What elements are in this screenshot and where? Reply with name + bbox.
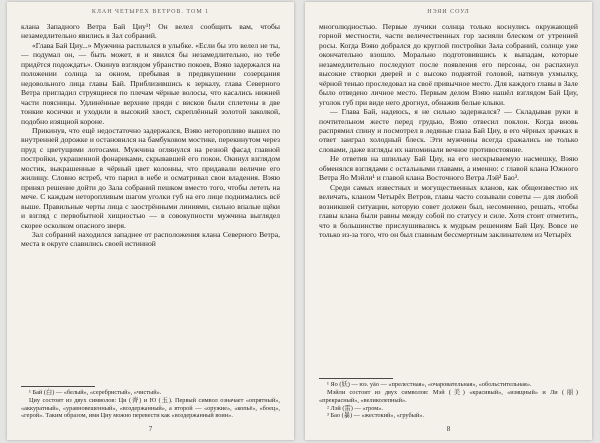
right-page-body bbox=[319, 22, 578, 375]
left-page-body bbox=[21, 22, 280, 383]
footnote: ¹ Бай (白) — «белый», «серебристый», «чистый». bbox=[29, 389, 162, 397]
right-page bbox=[305, 2, 592, 440]
page-spread bbox=[7, 2, 592, 440]
body-paragraph: многолюдностью. Первые лучики солнца только коснулись окружающей горной местности, части величественных гор засияли блеском от утренней росы. Когда Вэяю добрался до круглой постройки Зала собраний, солнце уже окончательно взошло. Морально подготовившись к выпадам, которые незамедлительно последуют после появления его персоны, он распахнул высокие створки дверей и с высоко поднятой головой, натянув ухмылку, чёрной тенью проследовал на своё привычное место. Для каждого главы в Зале было отведено личное место. Первым делом Вэяю нашёл взглядом Бай Циу, уголок губ при виде него дрогнул, обнажив белые клыки. bbox=[319, 22, 578, 107]
body-paragraph: «Глава Бай Циу...» Мужчина расплылся в улыбке. «Если бы это велел не ты, — подумал он, — быть может, я и явился бы незамедлительно, но тебе придётся подождать». Окинув взглядом убранство покоев, Вэяю задержался на положении солнца за окном, пребывая в предвкушении созерцания недовольного лица главы Бай. Приблизившись к зеркалу, глава Северного Ветра пригладил струящиеся по плечам чёрные волосы, что касались нижней части поясницы. Удлинённые верхние пряди с висков были сплетены в две тонкие косички и уходили в высокий хвост, скреплённый золотой заколкой, подобно изящной короне. bbox=[21, 40, 280, 126]
footnote: ² Лэй (雷) — «гром». bbox=[327, 404, 383, 412]
body-paragraph: — Глава Бай, надеюсь, я не сильно задержался? — Складывая руки в почтительном жесте перед грудью, Вэяю отвесил поклон. Когда вновь распрямил спину и посмотрел в ледяные глаза Бай Циу, в его чёрных зрачках в ответ заиграл холодный блеск. Эти мужчины всегда сражались не только словами, даже взгляды их напоминали вечное противостояние. bbox=[319, 107, 578, 154]
footnote: Мэйли состоит из двух символов: Мэй (美) «красивый», «изящный» и Ли (丽) «прекрасный», «великолепный». bbox=[319, 389, 578, 404]
right-page-footnotes bbox=[319, 381, 578, 420]
page-number: 7 bbox=[148, 425, 153, 433]
running-header-title: КЛАН ЧЕТЫРЕХ ВЕТРОВ. ТОМ 1 bbox=[91, 9, 210, 15]
running-header-author: НЭЯИ СОУЛ bbox=[427, 9, 470, 15]
footnote-divider bbox=[21, 386, 95, 387]
left-page-footnotes bbox=[21, 389, 280, 420]
page-number: 8 bbox=[446, 425, 451, 433]
body-paragraph: Зал собраний находился западнее от расположения клана Северного Ветра, места в округе славились своей истинной bbox=[21, 229, 280, 249]
body-paragraph: Прикинув, что ещё недостаточно задержался, Вэяю неторопливо вышел по внутренней дорожке и остановился на бамбуковом мостике, перекинутом через пруд с цветущими лотосами. Мужчина оглянулся на резной фасад главной постройки, украшенной фонариками, скрывавшей его покои. Окинул взглядом мостик, выкрашенные в чёрный цвет колонны, что придавали величие его жилищу. Словно ястреб, что парил в небе и осматривал свои владения. Вэяю принял решение дойти до Зала собраний пешком вместо того, чтобы лететь на мече. С каждым неторопливым шагом уголки губ на его лице поднимались всё выше. Правильные черты лица с заострёнными линиями, сильно впалые щёки и взгляд с первобытной хищностью — в совокупности мужчина выглядел скорее осколком опасного зверя. bbox=[21, 125, 280, 230]
body-paragraph: Среди самых известных и могущественных кланов, как общеизвестно их величать, кланом Четырёх Ветров, главы часто созывали советы — для любой возникшей ситуации, которую совет должен был, несомненно, решать, чтобы главы клана были равны между собой по статусу и силе. Хотя стоит отметить, что в большинстве прислушивались к мудрым решениям Бай Циу. Вовсе не только из-за того, что он был главным бессмертным заклинателем из Четырёх bbox=[319, 182, 578, 239]
footnote-divider bbox=[319, 378, 393, 379]
body-paragraph: клана Западного Ветра Бай Циу¹! Он велел сообщить вам, чтобы незамедлительно явились в Зал собраний. bbox=[21, 22, 280, 41]
footnote: ¹ Яо (妖) — юэ. yāo — «прелестная», «очаровательная», «обольстительная». bbox=[327, 381, 532, 389]
footnote: Циу состоит из двух символов: Ци (齊) и Ю (玉). Первый символ означает «опрятный», «аккуратный», «уравновешенный», «воздержанный», а второй — «оружие», «копьё», «боец», «герой». Таким образом, имя Циу можно перевести как «воздержанный воин». bbox=[21, 396, 280, 420]
body-paragraph: Не ответив на шпильку Бай Циу, на его нескрываемую насмешку, Вэяю обменялся взглядами с остальными главами, а именно: с главой клана Южного Ветра Яо Мэйли¹ и главой клана Восточного Ветра Лэй² Бао³. bbox=[319, 154, 578, 183]
left-page bbox=[7, 2, 294, 440]
footnote: ³ Бао (暴) — «жестокий», «грубый». bbox=[327, 412, 424, 420]
